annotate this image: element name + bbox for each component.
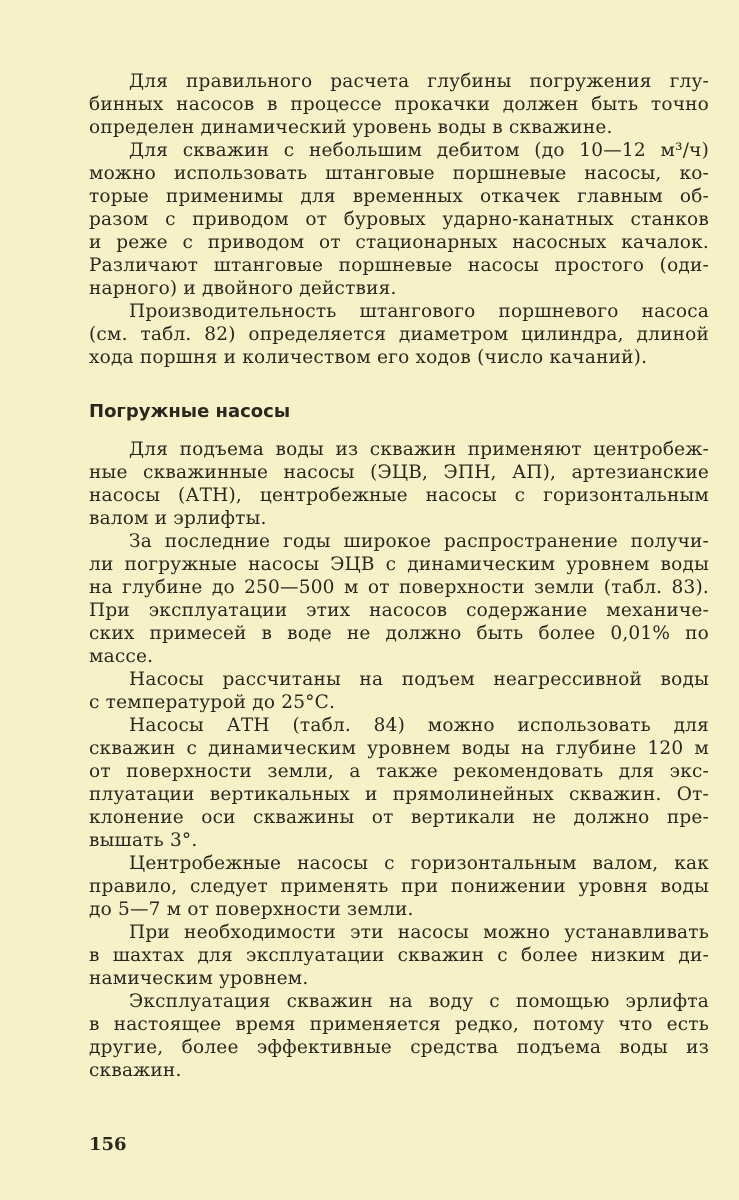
text-line: клонение оси скважины от вертикали не должно пре- (89, 807, 709, 828)
text-line: ских примесей в воде не должно быть более 0,01% по (89, 623, 709, 644)
text-line: ли погружные насосы ЭЦВ с динамическим уровнем воды (89, 554, 709, 575)
paragraph (89, 668, 709, 714)
intro-text-block (89, 70, 709, 369)
text-line: Для правильного расчета глубины погружения глу- (129, 71, 709, 92)
text-line: Эксплуатация скважин на воду с помощью эрлифта (129, 991, 709, 1012)
text-line: можно использовать штанговые поршневые насосы, ко- (89, 163, 709, 184)
section-text-block (89, 438, 709, 1082)
text-line: насосы (АТН), центробежные насосы с горизонтальным (89, 485, 709, 506)
text-line: вышать 3°. (89, 830, 198, 851)
section-heading: Погружные насосы (89, 401, 291, 422)
text-line: Насосы АТН (табл. 84) можно использовать для (129, 715, 709, 736)
text-line: нарного) и двойного действия. (89, 278, 397, 299)
text-line: При необходимости эти насосы можно устанавливать (129, 922, 709, 943)
text-line: плуатации вертикальных и прямолинейных скважин. От- (89, 784, 709, 805)
text-line: намическим уровнем. (89, 968, 309, 989)
text-line: скважин с динамическим уровнем воды на глубине 120 м (89, 738, 709, 759)
paragraph (89, 921, 709, 990)
text-line: За последние годы широкое распространение получи- (129, 531, 709, 552)
text-line: бинных насосов в процессе прокачки должен быть точно (89, 94, 709, 115)
text-line: Насосы рассчитаны на подъем неагрессивной воды (129, 669, 709, 690)
text-line: на глубине до 250—500 м от поверхности земли (табл. 83). (89, 577, 709, 598)
text-line: до 5—7 м от поверхности земли. (89, 899, 414, 920)
text-line: валом и эрлифты. (89, 508, 267, 529)
paragraph (89, 530, 709, 668)
paragraph (89, 300, 709, 369)
text-line: Для скважин с небольшим дебитом (до 10—12 м³/ч) (129, 140, 709, 161)
text-line: массе. (89, 646, 154, 667)
text-line: (см. табл. 82) определяется диаметром цилиндра, длиной (89, 324, 709, 345)
text-line: разом с приводом от буровых ударно-канатных станков (89, 209, 709, 230)
page-number: 156 (89, 1134, 127, 1155)
text-line: с температурой до 25°С. (89, 692, 336, 713)
text-line: определен динамический уровень воды в скважине. (89, 117, 613, 138)
text-line: Производительность штангового поршневого насоса (129, 301, 709, 322)
text-line: торые применимы для временных откачек главным об- (89, 186, 709, 207)
text-line: Различают штанговые поршневые насосы простого (оди- (89, 255, 709, 276)
text-line: и реже с приводом от стационарных насосных качалок. (89, 232, 709, 253)
text-line: в настоящее время применяется редко, потому что есть (89, 1014, 709, 1035)
text-line: хода поршня и количеством его ходов (число качаний). (89, 347, 648, 368)
paragraph (89, 990, 709, 1082)
paragraph (89, 139, 709, 300)
text-line: Для подъема воды из скважин применяют центробеж- (129, 439, 709, 460)
text-line: При эксплуатации этих насосов содержание механиче- (89, 600, 709, 621)
paragraph (89, 438, 709, 530)
paragraph (89, 714, 709, 852)
text-line: в шахтах для эксплуатации скважин с более низким ди- (89, 945, 709, 966)
text-line: от поверхности земли, а также рекомендовать для экс- (89, 761, 709, 782)
text-line: Центробежные насосы с горизонтальным валом, как (129, 853, 709, 874)
paragraph (89, 852, 709, 921)
text-line: правило, следует применять при понижении уровня воды (89, 876, 709, 897)
paragraph (89, 70, 709, 139)
text-line: другие, более эффективные средства подъема воды из (89, 1037, 709, 1058)
text-line: ные скважинные насосы (ЭЦВ, ЭПН, АП), артезианские (89, 462, 709, 483)
text-line: скважин. (89, 1060, 182, 1081)
